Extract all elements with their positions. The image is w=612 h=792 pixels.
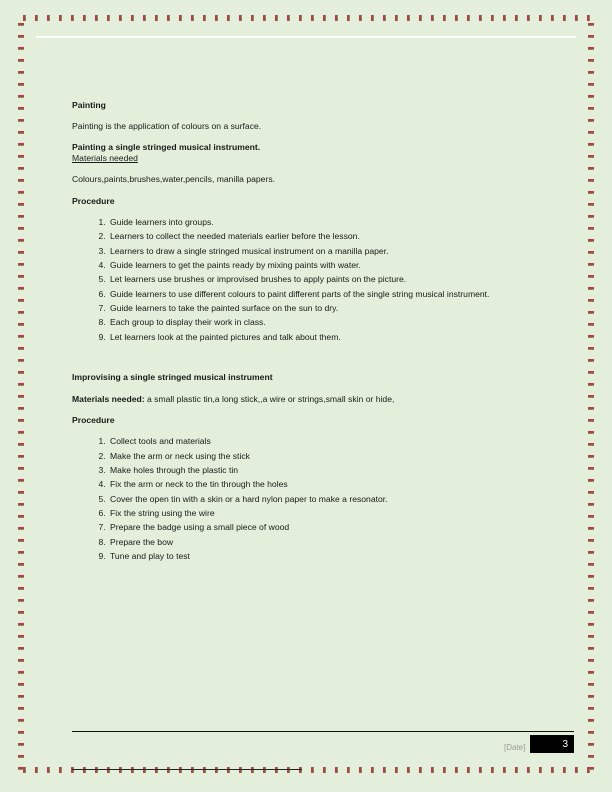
list-item: 1. Guide learners into groups. xyxy=(108,217,542,228)
painting-definition: Painting is the application of colours on a surface. xyxy=(72,121,262,132)
procedure-heading: Procedure xyxy=(72,195,115,206)
list-item: 8. Each group to display their work in class. xyxy=(108,317,542,328)
list-item: 2. Learners to collect the needed materials earlier before the lesson. xyxy=(108,231,542,242)
list-item: 9. Tune and play to test xyxy=(108,551,542,562)
page-border-right xyxy=(588,20,594,772)
list-item: 7. Guide learners to take the painted surface on the sun to dry. xyxy=(108,303,542,314)
document-body xyxy=(72,100,542,565)
bottom-border-underline xyxy=(72,769,302,770)
page-border-bottom xyxy=(20,767,592,773)
section-heading-painting: Painting xyxy=(72,100,106,110)
list-item: 3. Make holes through the plastic tin xyxy=(108,465,542,476)
painting-steps-list xyxy=(72,217,542,343)
document-page xyxy=(36,36,576,762)
list-item: 1. Collect tools and materials xyxy=(108,436,542,447)
list-item: 4. Fix the arm or neck to the tin through the holes xyxy=(108,479,542,490)
footer-date: [Date] xyxy=(504,743,526,752)
list-item: 8. Prepare the bow xyxy=(108,537,542,548)
materials-needed-label: Materials needed: xyxy=(72,393,145,404)
materials-label: Materials needed xyxy=(72,153,138,164)
footer-rule xyxy=(72,731,574,732)
list-item: 5. Cover the open tin with a skin or a hard nylon paper to make a resonator. xyxy=(108,494,542,505)
list-item: 5. Let learners use brushes or improvised brushes to apply paints on the picture. xyxy=(108,274,542,285)
list-item: 6. Guide learners to use different colours to paint different parts of the single string musical instrument. xyxy=(108,289,542,300)
list-item: 4. Guide learners to get the paints ready by mixing paints with water. xyxy=(108,260,542,271)
list-item: 2. Make the arm or neck using the stick xyxy=(108,451,542,462)
materials-needed-text: a small plastic tin,a long stick,,a wire or strings,small skin or hide, xyxy=(144,393,395,404)
list-item: 9. Let learners look at the painted pictures and talk about them. xyxy=(108,332,542,343)
materials-needed-line xyxy=(72,394,542,405)
page-border-top xyxy=(20,15,592,21)
materials-list: Colours,paints,brushes,water,pencils, manilla papers. xyxy=(72,174,276,185)
improvising-steps-list xyxy=(72,436,542,562)
list-item: 3. Learners to draw a single stringed musical instrument on a manilla paper. xyxy=(108,246,542,257)
list-item: 6. Fix the string using the wire xyxy=(108,508,542,519)
list-item: 7. Prepare the badge using a small piece of wood xyxy=(108,522,542,533)
page-border-left xyxy=(18,20,24,772)
procedure-heading: Procedure xyxy=(72,414,115,425)
painting-subheading: Painting a single stringed musical instrument. xyxy=(72,141,261,152)
section-heading-improvising: Improvising a single stringed musical instrument xyxy=(72,372,273,383)
page-number: 3 xyxy=(530,735,574,753)
